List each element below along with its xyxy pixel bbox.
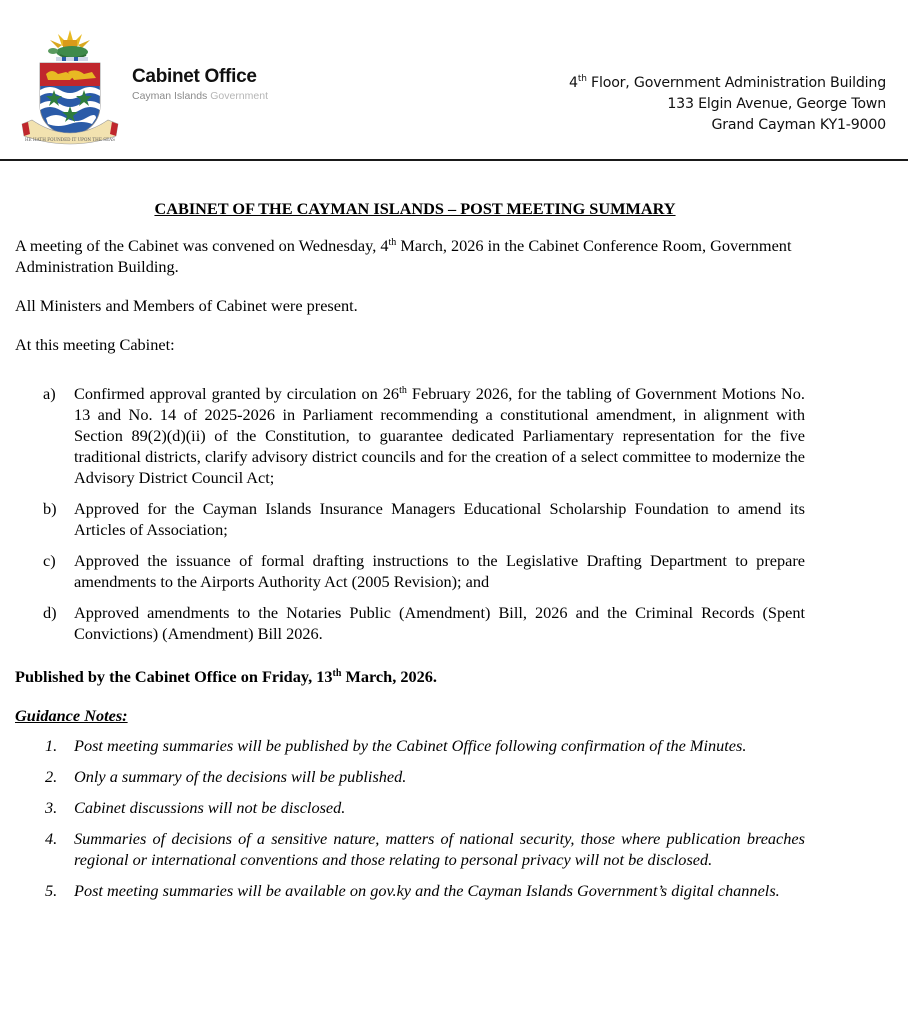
document-body <box>15 198 805 911</box>
decision-item <box>15 602 805 644</box>
note-number: 2. <box>45 767 58 786</box>
intro-text-b: March, 2026 in the Cabinet Conference Room, Government Administration Building. <box>15 236 792 276</box>
turtle <box>48 46 88 61</box>
brand-subtitle <box>132 89 268 103</box>
publication-statement <box>15 666 805 687</box>
guidance-note <box>15 828 805 870</box>
note-text: Cabinet discussions will not be disclosed. <box>74 798 346 817</box>
letterhead <box>0 0 914 162</box>
decision-text: Approved for the Cayman Islands Insurance Managers Educational Scholarship Foundation to amend its Articles of Association; <box>74 499 805 539</box>
guidance-notes-heading: Guidance Notes: <box>15 706 128 725</box>
address-line-2: 133 Elgin Avenue, George Town <box>667 96 886 112</box>
decision-marker: b) <box>43 499 57 518</box>
published-text-a: Published by the Cabinet Office on Friday, 13 <box>15 667 333 686</box>
note-number: 1. <box>45 736 58 755</box>
brand-block <box>132 66 268 103</box>
note-number: 3. <box>45 798 58 817</box>
decision-sup: th <box>399 385 407 396</box>
note-text: Post meeting summaries will be published by the Cabinet Office following confirmation of the Minutes. <box>74 736 747 755</box>
published-text-b: March, 2026. <box>341 667 437 686</box>
decision-item <box>15 383 805 488</box>
meeting-intro <box>15 235 805 277</box>
document-title: CABINET OF THE CAYMAN ISLANDS – POST MEETING SUMMARY <box>154 199 676 218</box>
decision-text-a: Confirmed approval granted by circulation on 26 <box>74 384 400 403</box>
decision-text <box>74 383 805 488</box>
address-line-3: Grand Cayman KY1-9000 <box>711 117 886 133</box>
note-text: Only a summary of the decisions will be published. <box>74 767 407 786</box>
brand-sub-light: Government <box>210 90 268 102</box>
decision-marker: d) <box>43 603 57 622</box>
published-sup: th <box>332 668 342 679</box>
shield <box>40 63 100 138</box>
decisions-lead-in: At this meeting Cabinet: <box>15 335 175 354</box>
brand-title: Cabinet Office <box>132 66 257 87</box>
intro-sup: th <box>388 237 397 248</box>
floor-number: 4 <box>569 75 578 91</box>
header-divider <box>0 159 908 161</box>
floor-suffix: th <box>577 74 587 84</box>
address-line-1 <box>569 73 886 94</box>
decision-text-b: February 2026, for the tabling of Government Motions No. 13 and No. 14 of 2025-2026 in Parliament recommending a constitutional amendment, in alignment with Section 89(2)(d)(ii) of the Constitution, to guarantee dedicated Parliamentary representation for the five traditional districts, clarify advisory district councils and for the creation of a select committee to modernize the Advisory District Council Act; <box>74 384 805 487</box>
note-text: Summaries of decisions of a sensitive nature, matters of national security, those where publication breaches regional or international conventions and those relating to personal privacy will not be disclosed. <box>74 829 805 869</box>
address-line-1-text: Floor, Government Administration Building <box>586 75 886 91</box>
note-number: 4. <box>45 829 58 848</box>
decision-item <box>15 498 805 540</box>
guidance-notes-list <box>15 735 805 901</box>
brand-sub-strong: Cayman Islands <box>132 90 208 102</box>
note-text: Post meeting summaries will be available on gov.ky and the Cayman Islands Government’s digital channels. <box>74 881 780 900</box>
attendance-statement: All Ministers and Members of Cabinet were present. <box>15 296 358 315</box>
guidance-note <box>15 735 805 756</box>
decision-item <box>15 550 805 592</box>
decision-marker: a) <box>43 384 56 403</box>
coat-of-arms-icon <box>18 28 122 148</box>
decisions-list <box>15 383 805 644</box>
office-address <box>569 73 886 136</box>
note-number: 5. <box>45 881 58 900</box>
decision-marker: c) <box>43 551 56 570</box>
decision-text: Approved the issuance of formal drafting instructions to the Legislative Drafting Department to prepare amendments to the Airports Authority Act (2005 Revision); and <box>74 551 805 591</box>
guidance-note <box>15 766 805 787</box>
decision-text: Approved amendments to the Notaries Public (Amendment) Bill, 2026 and the Criminal Records (Spent Convictions) (Amendment) Bill 2026. <box>74 603 805 643</box>
svg-text:HE HATH FOUNDED IT UPON THE SE: HE HATH FOUNDED IT UPON THE SEAS <box>24 137 116 142</box>
crest-rays <box>50 30 90 48</box>
guidance-note <box>15 880 805 901</box>
intro-text-a: A meeting of the Cabinet was convened on Wednesday, 4 <box>15 236 389 255</box>
guidance-note <box>15 797 805 818</box>
